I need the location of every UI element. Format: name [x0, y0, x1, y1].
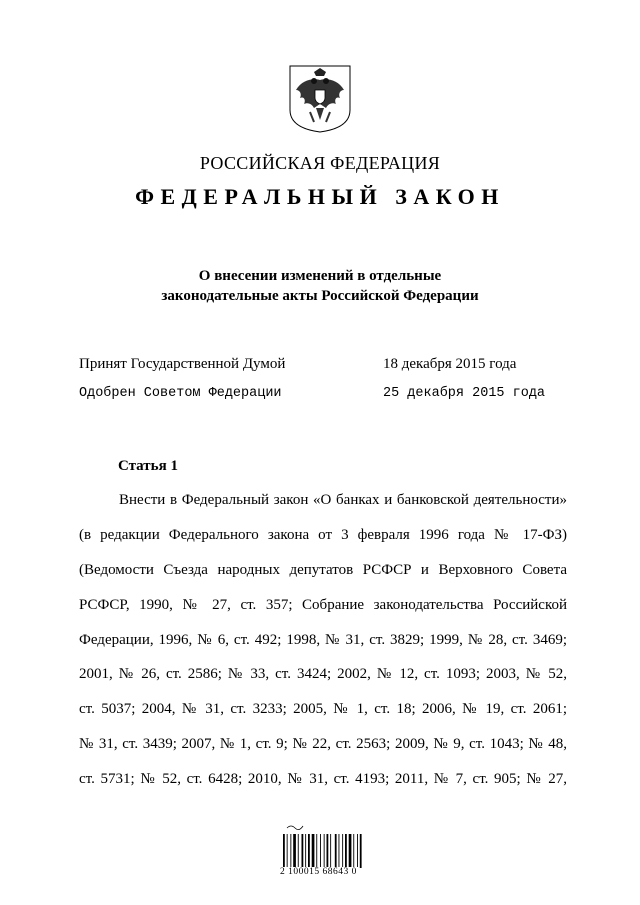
body-line: (Ведомости Съезда народных депутатов РСФСР и Верховного Совета [79, 561, 567, 578]
adoption-label: Одобрен Советом Федерации [79, 386, 282, 401]
body-line: ст. 5037; 2004, № 31, ст. 3233; 2005, № 1, ст. 18; 2006, № 19, ст. 2061; [79, 701, 567, 718]
adoption-label: Принят Государственной Думой [79, 356, 286, 372]
country-heading: РОССИЙСКАЯ ФЕДЕРАЦИЯ [199, 153, 441, 173]
law-title [120, 266, 520, 306]
body-line: РСФСР, 1990, № 27, ст. 357; Собрание законодательства Российской [79, 596, 567, 613]
body-line: ст. 5731; № 52, ст. 6428; 2010, № 31, ст. 4193; 2011, № 7, ст. 905; № 27, [79, 771, 567, 788]
body-line: (в редакции Федерального закона от 3 февраля 1996 года № 17-ФЗ) [79, 526, 567, 543]
body-line: 2001, № 26, ст. 2586; № 33, ст. 3424; 2002, № 12, ст. 1093; 2003, № 52, [79, 666, 567, 683]
law-title-line: законодательные акты Российской Федерации [161, 288, 479, 304]
body-line: Федерации, 1996, № 6, ст. 492; 1998, № 31, ст. 3829; 1999, № 28, ст. 3469; [79, 631, 567, 648]
adoption-date: 18 декабря 2015 года [383, 356, 517, 372]
coat-of-arms-emblem [288, 64, 352, 134]
article-heading: Статья 1 [118, 458, 178, 474]
body-line: № 31, ст. 3439; 2007, № 1, ст. 9; № 22, ст. 2563; 2009, № 9, ст. 1043; № 48, [79, 736, 567, 753]
adoption-date: 25 декабря 2015 года [383, 386, 546, 401]
body-line: Внести в Федеральный закон «О банках и банковской деятельности» [119, 492, 567, 508]
barcode-number: 2 100015 68643 0 [280, 867, 357, 877]
article-body [79, 490, 567, 804]
law-title-line: О внесении изменений в отдельные [198, 268, 442, 284]
document-type-heading: ФЕДЕРАЛЬНЫЙ ЗАКОН [135, 184, 505, 209]
